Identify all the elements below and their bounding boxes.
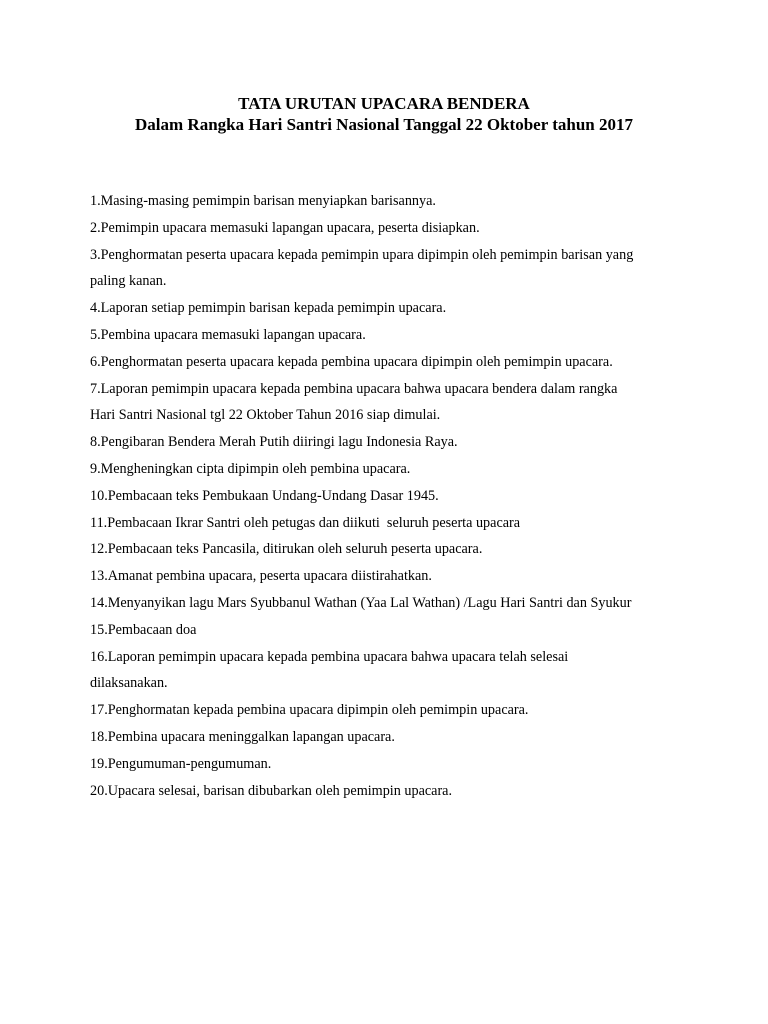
list-line: 19.Pengumuman-pengumuman.	[90, 755, 272, 772]
list-line: Hari Santri Nasional tgl 22 Oktober Tahun 2016 siap dimulai.	[90, 407, 441, 424]
title-block	[0, 93, 768, 135]
list-line: 3.Penghormatan peserta upacara kepada pemimpin upara dipimpin oleh pemimpin barisan yang	[90, 246, 634, 263]
list-line: 13.Amanat pembina upacara, peserta upacara diistirahatkan.	[90, 568, 432, 585]
list-line: 11.Pembacaan Ikrar Santri oleh petugas dan diikuti seluruh peserta upacara	[90, 514, 521, 531]
list-line: 1.Masing-masing pemimpin barisan menyiapkan barisannya.	[90, 193, 436, 209]
document-title: TATA URUTAN UPACARA BENDERA	[238, 94, 530, 113]
list-line: 14.Menyanyikan lagu Mars Syubbanul Wathan (Yaa Lal Wathan) /Lagu Hari Santri dan Syukur	[90, 594, 632, 611]
list-line: paling kanan.	[90, 273, 167, 290]
list-line: 6.Penghormatan peserta upacara kepada pembina upacara dipimpin oleh pemimpin upacara.	[90, 353, 613, 370]
list-line: 20.Upacara selesai, barisan dibubarkan oleh pemimpin upacara.	[90, 782, 453, 799]
list-line: 15.Pembacaan doa	[90, 621, 197, 638]
list-line: 9.Mengheningkan cipta dipimpin oleh pembina upacara.	[90, 460, 411, 477]
list-line: 2.Pemimpin upacara memasuki lapangan upacara, peserta disiapkan.	[90, 219, 480, 236]
list-line: 12.Pembacaan teks Pancasila, ditirukan oleh seluruh peserta upacara.	[90, 541, 483, 558]
list-line: 8.Pengibaran Bendera Merah Putih diiringi lagu Indonesia Raya.	[90, 434, 458, 451]
list-line: 17.Penghormatan kepada pembina upacara dipimpin oleh pemimpin upacara.	[90, 702, 529, 719]
list-line: 16.Laporan pemimpin upacara kepada pembina upacara bahwa upacara telah selesai	[90, 648, 569, 665]
list-line: 10.Pembacaan teks Pembukaan Undang-Undang Dasar 1945.	[90, 487, 439, 504]
list-line: 7.Laporan pemimpin upacara kepada pembina upacara bahwa upacara bendera dalam rangka	[90, 380, 618, 397]
list-line: 18.Pembina upacara meninggalkan lapangan upacara.	[90, 728, 395, 745]
list-line: 5.Pembina upacara memasuki lapangan upacara.	[90, 326, 366, 343]
list-line: dilaksanakan.	[90, 675, 168, 692]
list-line: 4.Laporan setiap pemimpin barisan kepada pemimpin upacara.	[90, 300, 447, 317]
ceremony-steps-list	[90, 188, 690, 804]
document-subtitle: Dalam Rangka Hari Santri Nasional Tanggal 22 Oktober tahun 2017	[135, 115, 633, 134]
